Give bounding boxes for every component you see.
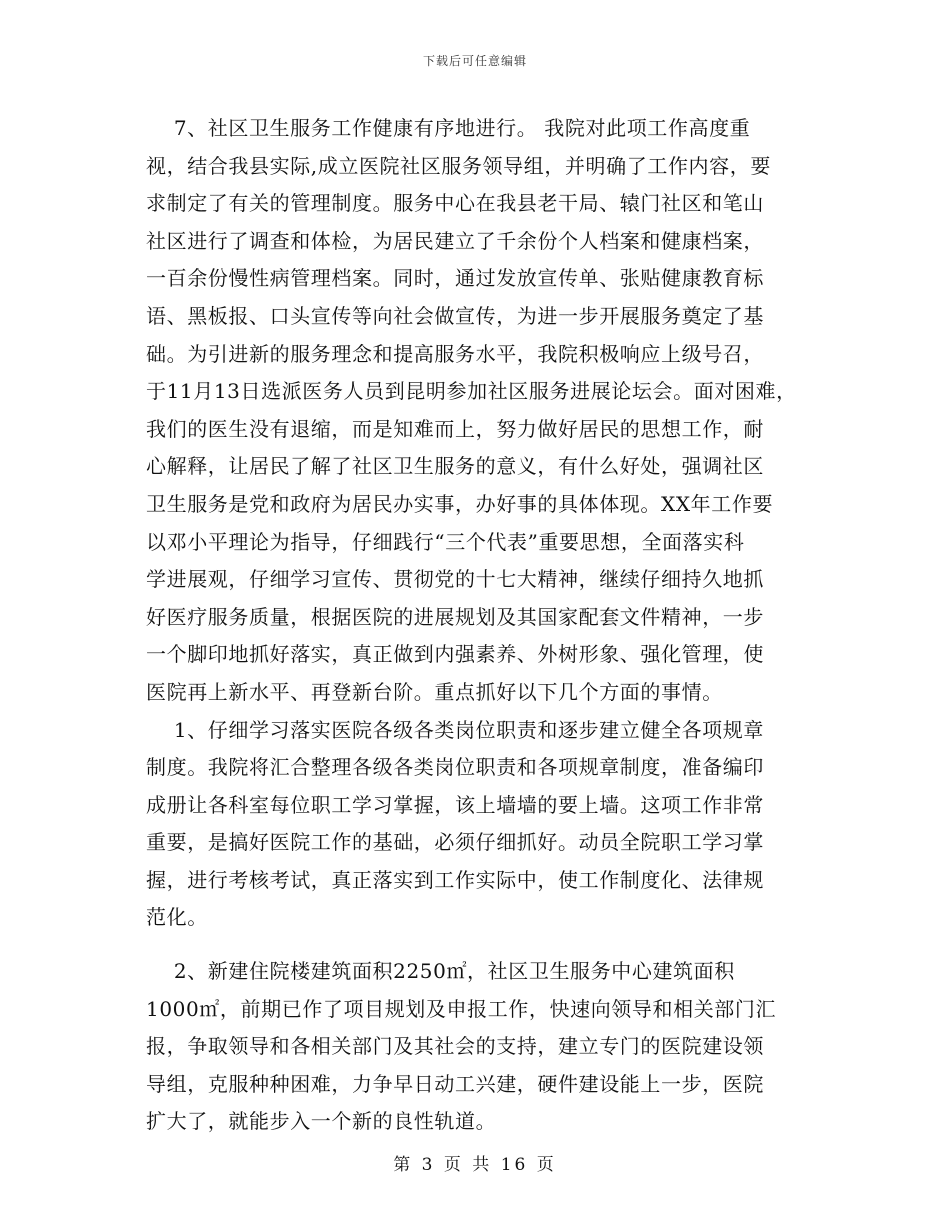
text-line: 学进展观，仔细学习宣传、贯彻党的十七大精神，继续仔细持久地抓 <box>146 567 764 592</box>
paragraph-7 <box>146 110 816 712</box>
paragraph-spacer <box>146 937 816 953</box>
text-line: 视，结合我县实际,成立医院社区服务领导组，并明确了工作内容，要 <box>146 153 771 178</box>
text-line: 1、仔细学习落实医院各级各类岗位职责和逐步建立健全各项规章 <box>146 717 764 742</box>
text-line: 卫生服务是党和政府为居民办实事，办好事的具体体现。XX年工作要 <box>146 491 774 516</box>
text-line: 制度。我院将汇合整理各级各类岗位职责和各项规章制度，准备编印 <box>146 755 764 780</box>
text-line: 范化。 <box>146 905 208 930</box>
text-line: 社区进行了调查和体检，为居民建立了千余份个人档案和健康档案， <box>146 228 764 253</box>
text-line: 础。为引进新的服务理念和提高服务水平，我院积极响应上级号召， <box>146 341 764 366</box>
text-line: 重要，是搞好医院工作的基础，必须仔细抓好。动员全院职工学习掌 <box>146 830 764 855</box>
text-line: 好医疗服务质量，根据医院的进展规划及其国家配套文件精神，一步 <box>146 604 764 629</box>
text-line: 心解释，让居民了解了社区卫生服务的意义，有什么好处，强调社区 <box>146 454 764 479</box>
text-line: 一百余份慢性病管理档案。同时，通过发放宣传单、张贴健康教育标 <box>146 266 764 291</box>
page-header: 下载后可任意编辑 <box>422 54 527 68</box>
text-line: 7、社区卫生服务工作健康有序地进行。 我院对此项工作高度重 <box>146 116 751 140</box>
text-line: 扩大了，就能步入一个新的良性轨道。 <box>146 1109 497 1134</box>
text-line: 语、黑板报、口头宣传等向社会做宣传，为进一步开展服务奠定了基 <box>146 303 764 328</box>
text-line: 握，进行考核考试，真正落实到工作实际中，使工作制度化、法律规 <box>146 867 764 892</box>
text-line: 报，争取领导和各相关部门及其社会的支持，建立专门的医院建设领 <box>146 1034 764 1059</box>
text-line: 1000㎡，前期已作了项目规划及申报工作，快速向领导和相关部门汇 <box>146 996 777 1021</box>
text-line: 我们的医生没有退缩，而是知难而上，努力做好居民的思想工作，耐 <box>146 416 764 441</box>
text-line: 一个脚印地抓好落实，真正做到内强素养、外树形象、强化管理，使 <box>146 642 764 667</box>
text-line: 以邓小平理论为指导，仔细践行“三个代表”重要思想，全面落实科 <box>146 529 745 554</box>
text-line: 于11月13日选派医务人员到昆明参加社区服务进展论坛会。面对困难， <box>146 379 797 404</box>
text-line: 医院再上新水平、再登新台阶。重点抓好以下几个方面的事情。 <box>146 679 723 704</box>
page-footer: 第 3 页 共 16 页 <box>393 1155 557 1175</box>
text-line: 求制定了有关的管理制度。服务中心在我县老干局、辕门社区和笔山 <box>146 191 764 216</box>
text-line: 成册让各科室每位职工学习掌握，该上墙墙的要上墙。这项工作非常 <box>146 792 764 817</box>
paragraph-2 <box>146 953 816 1141</box>
document-body <box>146 110 816 1141</box>
text-line: 2、新建住院楼建筑面积2250㎡，社区卫生服务中心建筑面积 <box>146 959 735 984</box>
paragraph-1 <box>146 712 816 938</box>
text-line: 导组，克服种种困难，力争早日动工兴建，硬件建设能上一步，医院 <box>146 1071 764 1096</box>
